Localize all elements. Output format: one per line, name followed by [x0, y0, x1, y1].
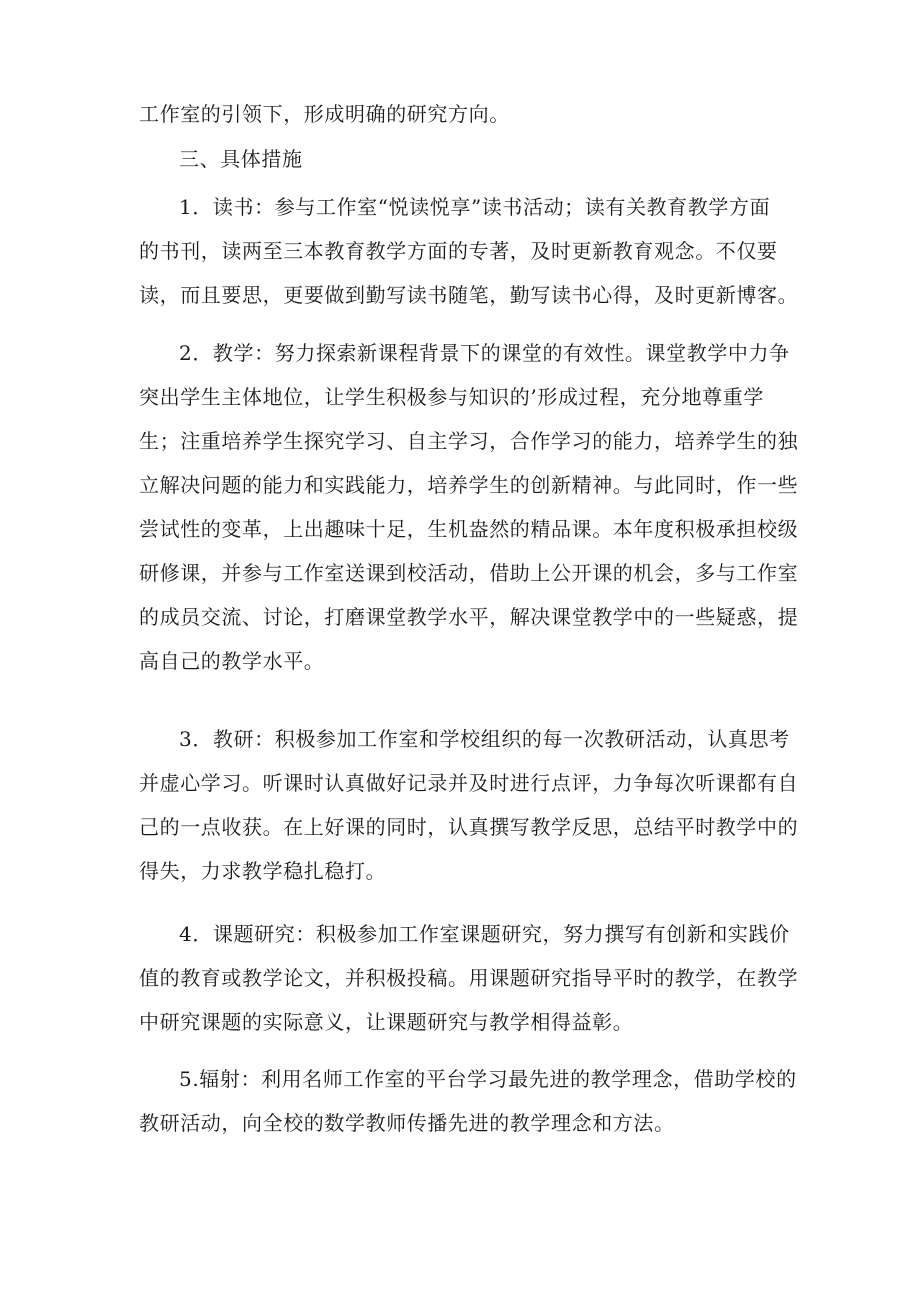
text-line: 的书刊，读两至三本教育教学方面的专著，及时更新教育观念。不仅要: [139, 239, 778, 263]
text-line: 值的教育或教学论文，并积极投稿。用课题研究指导平时的教学，在教学: [139, 966, 799, 990]
text-line: 工作室的引领下，形成明确的研究方向。: [139, 102, 510, 126]
text-line: 己的一点收获。在上好课的同时，认真撰写教学反思，总结平时教学中的: [139, 815, 799, 839]
text-line: 3．教研：积极参加工作室和学校组织的每一次教研活动，认真思考: [179, 727, 790, 751]
text-line: 尝试性的变革，上出趣味十足，生机盎然的精品课。本年度积极承担校级: [139, 517, 799, 541]
text-line: 4．课题研究：积极参加工作室课题研究，努力撰写有创新和实践价: [179, 922, 790, 946]
text-line: 读，而且要思，更要做到勤写读书随笔，勤写读书心得，及时更新博客。: [139, 283, 799, 307]
paragraph-teaching: [139, 331, 799, 683]
text-line: 高自己的教学水平。: [139, 649, 325, 673]
text-line: 并虚心学习。听课时认真做好记录并及时进行点评，力争每次听课都有自: [139, 771, 799, 795]
text-line: 得失，力求教学稳扎稳打。: [139, 859, 387, 883]
text-line: 5.辐射：利用名师工作室的平台学习最先进的教学理念，借助学校的: [179, 1067, 797, 1091]
text-line: 教研活动，向全校的数学教师传播先进的教学理念和方法。: [139, 1111, 675, 1135]
paragraph-topic-research: [139, 912, 799, 1044]
section-heading: [139, 137, 789, 181]
paragraph-reading: [139, 185, 799, 317]
text-line: 立解决问题的能力和实践能力，培养学生的创新精神。与此同时，作一些: [139, 473, 799, 497]
text-line: 突出学生主体地位，让学生积极参与知识的’形成过程，充分地尊重学: [139, 385, 764, 409]
text-line: 的成员交流、讨论，打磨课堂教学水平，解决课堂教学中的一些疑惑，提: [139, 605, 799, 629]
text-line: 研修课，并参与工作室送课到校活动，借助上公开课的机会，多与工作室: [139, 561, 799, 585]
text-line: 1．读书：参与工作室“悦读悦享”读书活动；读有关教育教学方面: [179, 195, 771, 219]
paragraph-research: [139, 717, 799, 893]
text-line: 2．教学：努力探索新课程背景下的课堂的有效性。课堂教学中力争: [179, 341, 790, 365]
text-line: 中研究课题的实际意义，让课题研究与教学相得益彰。: [139, 1010, 634, 1034]
paragraph-outreach: [139, 1057, 797, 1145]
text-line: 生；注重培养学生探究学习、自主学习，合作学习的能力，培养学生的独: [139, 429, 799, 453]
section-heading-text: 三、具体措施: [179, 147, 303, 171]
lead-in-paragraph: [139, 92, 789, 136]
